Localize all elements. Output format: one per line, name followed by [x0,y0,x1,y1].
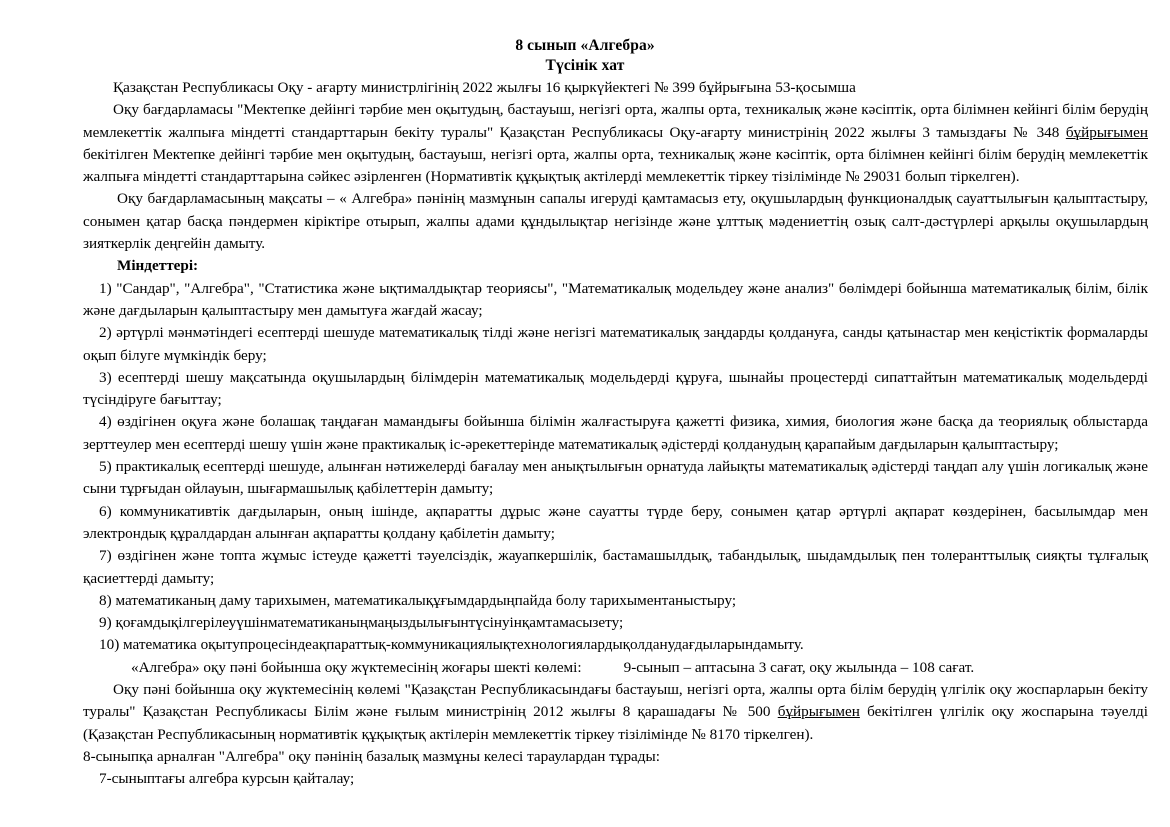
task-item-6: 6) коммуникативтік дағдыларын, оның ішінде, ақпаратты дұрыс және сауатты түрде беру, сонымен қатар әртүрлі ақпарат көздерінен, басылымдар мен электрондық құралдардан алынған ақпаратты қолдану қабілетін дамыту; [83,502,1148,542]
workload-basis-text-after: бекітілген үлгілік оқу жоспарына тәуелді (Қазақстан Республикасының нормативтік құқықтық актілерін мемлекеттік тіркеу тізілімінде № 8170 тіркелген). [83,703,1149,743]
task-item-9: 9) қоғамдықілгерілеуүшінматематиканыңмаңыздылығынтүсінуінқамтамасызету; [99,614,624,632]
order-link-2[interactable]: бұйрығымен [777,703,860,721]
workload-limit-label: «Алгебра» оқу пәні бойынша оқу жүктемесінің жоғары шекті көлемі: [131,658,582,676]
page-subtitle: Түсінік хат [545,57,625,74]
tasks-heading: Міндеттері: [117,257,199,275]
task-item-1: 1) "Сандар", "Алгебра", "Статистика және ықтималдықтар теориясы", "Математикалық модельдеу және анализ" бөлімдері бойынша математикалық білім, білік және дағдыларын қалыптастыру мен дамытуға жағдай жасау; [83,279,1148,319]
chapter-item-1: 7-сыныптағы алгебра курсын қайталау; [99,770,355,788]
task-item-3: 3) есептерді шешу мақсатында оқушылардың білімдерін математикалық модельдерді құруға, шынайы процестерді сипаттайтын математикалық модельдерді түсіндіруге бағыттау; [83,368,1148,409]
task-item-7: 7) өздігінен және топта жұмыс істеуде қажетті тәуелсіздік, жауапкершілік, бастамашылдық, табандылық, шыдамдылық пен толеранттылық сияқты тұлғалық қасиеттерді дамыту; [83,547,1148,587]
program-basis-text-before: Оқу бағдарламасы "Мектепке дейінгі тәрбие мен оқытудың, бастауыш, негізгі орта, жалпы орта, техникалық және кәсіптік, орта білімнен кейінгі білім берудің мемлекеттік жалпыға міндетті стандарттарын бекіту туралы" Қазақстан Республикасы Оқу-ағарту министрінің 2022 жылғы 3 тамыздағы № 348 [83,101,1148,141]
base-content-line: 8-сыныпқа арналған "Алгебра" оқу пәнінің базалық мазмұны келесі тараулардан тұрады: [83,747,660,765]
workload-limit-value: 9-сынып – аптасына 3 сағат, оқу жылында – 108 сағат. [623,658,975,676]
task-item-8: 8) математиканың даму тарихымен, математикалықұғымдардыңпайда болу тарихыментаныстыру; [99,591,737,609]
workload-basis-paragraph [83,679,1158,746]
workload-limit-line [83,657,1158,679]
task-item-4: 4) өздігінен оқуға және болашақ таңдаған мамандығы бойынша білімін жалғастыруға қажетті физика, химия, биология және басқа да теориялық облыстарда зерттеулер мен есептерді шешу үшін және практикалық іс-әрекеттерінде математикалық әдістерді қолданудың қарапайым дағдыларын қалыптастыру; [83,413,1148,453]
program-basis-text-after: бекітілген Мектепке дейінгі тәрбие мен оқытудың, бастауыш, негізгі орта, жалпы орта, техникалық және кәсіптік, орта білімнен кейінгі білім берудің мемлекеттік жалпыға міндетті стандарттарына сәйкес әзірленген (Нормативтік құқықтық актілерді мемлекеттік тіркеу тізілімінде № 29031 болып тіркелген). [83,145,1148,186]
workload-basis-text-before: Оқу пәні бойынша оқу жүктемесінің көлемі "Қазақстан Республикасындағы бастауыш, негізгі орта, жалпы орта білім берудің үлгілік оқу жоспарларын бекіту туралы" Қазақстан Республикасы Білім және ғылым министрінің 2012 жылғы 8 қарашадағы № 500 [83,681,1148,721]
order-link-1[interactable]: бұйрығымен [1065,123,1148,141]
page-title: 8 сынып «Алгебра» [515,37,655,54]
task-item-10: 10) математика оқытупроцесіндеақпараттық-коммуникациялықтехнологиялардықолданудағдыларындамыту. [99,636,804,654]
appendix-reference-line: Қазақстан Республикасы Оқу - ағарту министрлігінің 2022 жылғы 16 қыркүйектегі № 399 бұйрығына 53-қосымша [113,79,856,96]
task-item-5: 5) практикалық есептерді шешуде, алынған нәтижелерді бағалау мен анықтылығын орнатуда лайықты математикалық әдістерді таңдап алу үшін логикалық және сыни тұрғыдан ойлауын, шығармашылық қабілеттерін дамыту; [83,458,1148,498]
program-goal-paragraph: Оқу бағдарламасының мақсаты – « Алгебра» пәнінің мазмұнын сапалы игеруді қамтамасыз ету, оқушылардың функционалдық сауаттылығын қалыптастыру, сонымен қатар басқа пәндермен кіріктіре отырып, жалпы адами құндылықтар негізінде және ұлттық мәдениеттің озық салт-дәстүрлері арқылы оқушылардың зияткерлік деңгейін дамыту. [83,190,1148,253]
task-item-2: 2) әртүрлі мәнмәтіндегі есептерді шешуде математикалық тілді және негізгі математикалық заңдарды қолдануға, санды қатынастар мен кеңістіктік формаларды оқып білуге мүмкіндік беру; [83,324,1148,364]
program-basis-paragraph [83,99,1158,188]
